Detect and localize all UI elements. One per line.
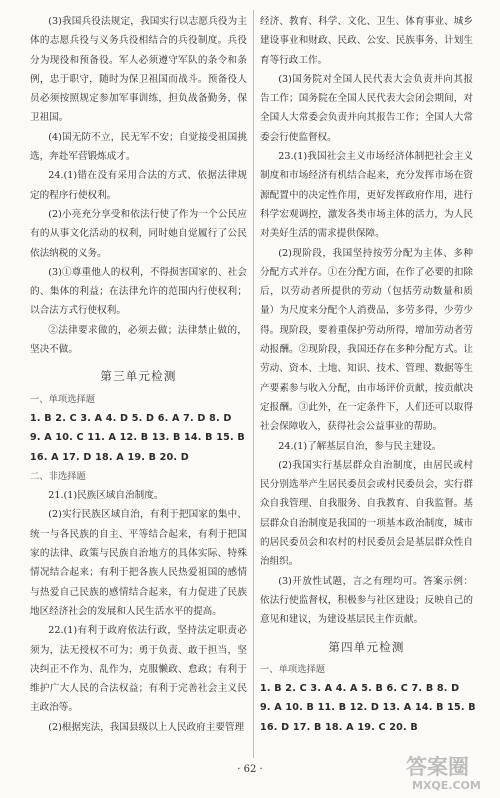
column-divider [253, 10, 254, 758]
answer-paragraph: (4)国无防不立，民无军不安；自觉接受祖国挑选，奔赴军营锻炼成才。 [30, 131, 247, 163]
answer-paragraph: (2)实行民族区域自治，有利于把国家的集中、统一与各民族的自主、平等结合起来，有利于把国家的法律、政策与民族自治地方的具体实际、特殊情况结合起来；有利于把各族人民热爱祖国的感情与热爱自己民族的感情结合起来，有力促进了民族地区经济社会的发展和人民生活水平的提高。 [30, 509, 247, 617]
answer-key-line: 9. A 10. B 11. B 12. D 13. A 14. B 15. B [260, 702, 476, 714]
answer-key-line: 16. D 17. B 18. A 19. C 20. B [260, 721, 418, 733]
subsection-heading: 一、单项选择题 [30, 393, 96, 405]
answer-paragraph: (2)我国实行基层群众自治制度，由居民或村民分别选举产生居民委员会或村民委员会，实行群众自我管理、自我服务、自我教育、自我监督。基层群众自治制度是我国的一项基本政治制度，城市的居民委员会和农村的村民委员会是基层群众性自治组织。 [260, 459, 473, 568]
answer-paragraph: (3)我国兵役法规定，我国实行以志愿兵役为主体的志愿兵役与义务兵役相结合的兵役制度。兵役分为现役和预备役。军人必须遵守军队的条令和条例，忠于职守，随时为保卫祖国而战斗。预备役人员必须按照规定参加军事训练，担负战备勤务，保卫祖国。 [30, 16, 247, 124]
answer-paragraph: (2)根据宪法，我国县级以上人民政府主要管理 [48, 721, 245, 733]
answer-paragraph: (2)现阶段，我国坚持按劳分配为主体、多种分配方式并存。①在分配方面，在作了必要的扣除后，以劳动者所提供的劳动（包括劳动数量和质量）为尺度来分配个人消费品，多劳多得，少劳少得。现阶段，要着重保护劳动所得，增加劳动者劳动报酬。②现阶段，我国还存在多种分配方式。让劳动、资本、土地、知识、技术、管理、数据等生产要素参与收入分配，由市场评价贡献，按贡献决定报酬。③此外，在一定条件下，人们还可以取得社会保障收入，获得社会公益事业的帮助。 [260, 247, 473, 433]
answer-key-line: 16. A 17. D 18. A 19. B 20. D [30, 451, 189, 463]
answer-paragraph: 21.(1)民族区域自治制度。 [48, 490, 164, 502]
answer-paragraph: 24.(1)错在没有采用合法的方式、依据法律规定的程序行使权利。 [30, 170, 247, 201]
answer-key-line: 9. A 10. C 11. A 12. B 13. B 14. B 15. B [30, 432, 245, 444]
right-column [260, 12, 476, 737]
watermark-title: 答案圈 [406, 755, 469, 779]
page-number: · 62 · [237, 764, 263, 775]
answer-paragraph: 经济、教育、科学、文化、卫生、体育事业、城乡建设事业和财政、民政、公安、民族事务、计划生育等行政工作。 [260, 16, 473, 66]
answer-paragraph: (2)小亮充分享受和依法行使了作为一个公民应有的从事文化活动的权利，同时她自觉履行了公民依法纳税的义务。 [30, 208, 247, 259]
answer-paragraph: (3)①尊重他人的权利，不得损害国家的、社会的、集体的利益；在法律允许的范围内行使权利；以合法方式行使权利。 [30, 266, 247, 317]
answer-paragraph: 22.(1)有利于政府依法行政，坚持法定职责必须为，法无授权不可为；勇于负责、敢于担当，坚决纠正不作为、乱作为，克服懒政、怠政；有利于维护广大人民的合法权益；有利于完善社会主义民主政治等。 [30, 625, 247, 714]
answer-key-line: 1. B 2. C 3. A 4. D 5. D 6. A 7. D 8. D [30, 412, 232, 424]
subsection-heading: 一、单项选择题 [260, 663, 326, 675]
answer-paragraph: 24.(1)了解基层自治，参与民主建设。 [278, 440, 442, 452]
watermark-url: MXQE.COM [412, 779, 481, 792]
section-title: 第四单元检测 [328, 639, 405, 654]
left-column [30, 12, 247, 737]
answer-paragraph: (3)国务院对全国人民代表大会负责并向其报告工作；国务院在全国人民代表大会闭会期间，对全国人大常委会负责并向其报告工作；全国人大常委会行使监督权。 [260, 73, 473, 143]
subsection-heading: 二、非选择题 [30, 470, 86, 482]
answer-paragraph: (3)开放性试题，言之有理均可。答案示例：依法行使监督权，积极参与社区建设；反映自己的意见和建议，为建设基层民主作贡献。 [260, 575, 473, 626]
answer-paragraph: ②法律要求做的，必须去做；法律禁止做的，坚决不做。 [30, 324, 247, 356]
section-title: 第三单元检测 [100, 369, 177, 384]
answer-key-line: 1. B 2. C 3. A 4. A 5. B 6. C 7. B 8. D [260, 683, 460, 695]
watermark-logo [406, 752, 492, 792]
answer-paragraph: 23.(1)我国社会主义市场经济体制把社会主义制度和市场经济有机结合起来，充分发挥市场在资源配置中的决定性作用，更好发挥政府作用，进行科学宏观调控，激发各类市场主体的活力，为人民对美好生活的需求提供保障。 [260, 151, 473, 240]
